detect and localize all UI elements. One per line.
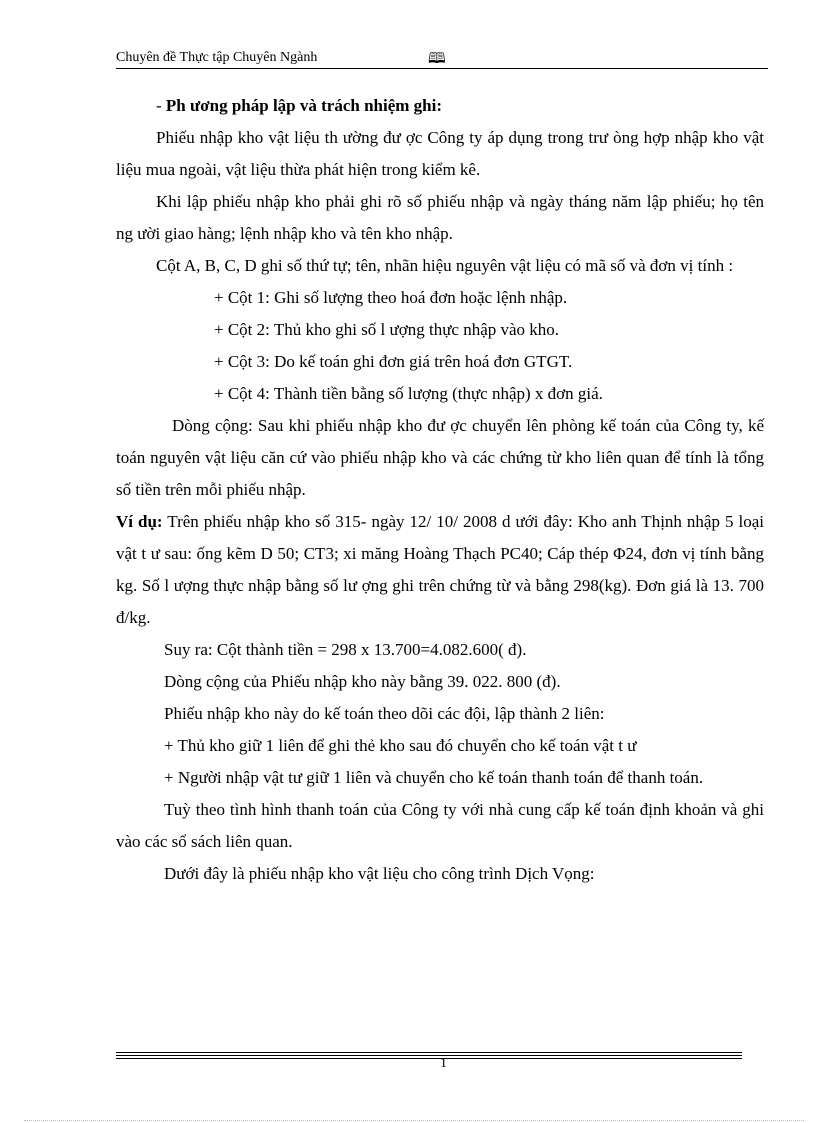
- page-number: 1: [440, 1056, 447, 1071]
- paragraph-7: Phiếu nhập kho này do kế toán theo dõi các đội, lập thành 2 liên:: [164, 704, 605, 723]
- column-1-item: + Cột 1: Ghi số lượng theo hoá đơn hoặc lệnh nhập.: [214, 288, 568, 307]
- paragraph-5: Suy ra: Cột thành tiền = 298 x 13.700=4.082.600( đ).: [164, 640, 527, 659]
- paragraph-10: Tuỳ theo tình hình thanh toán của Công ty với nhà cung cấp kế toán định khoản và ghi vào các sổ sách liên quan.: [116, 800, 764, 851]
- paragraph-2: Khi lập phiếu nhập kho phải ghi rõ số phiếu nhập và ngày tháng năm lập phiếu; họ tên ng ười giao hàng; lệnh nhập kho và tên kho nhập.: [116, 192, 764, 243]
- open-book-icon: 🕮: [428, 51, 446, 67]
- heading-prefix: -: [156, 96, 166, 115]
- paragraph-4: Dòng cộng: Sau khi phiếu nhập kho đư ợc chuyển lên phòng kế toán của Công ty, kế toán nguyên vật liệu căn cứ vào phiếu nhập kho và các chứng từ kho liên quan để tính là tổng số tiền trên mỗi phiếu nhập.: [116, 416, 764, 499]
- header-title: Chuyên đề Thực tập Chuyên Ngành: [116, 50, 318, 65]
- example-paragraph: [116, 506, 764, 634]
- paragraph-11: Dưới đây là phiếu nhập kho vật liệu cho công trình Dịch Vọng:: [164, 864, 595, 883]
- paragraph-9: + Người nhập vật tư giữ 1 liên và chuyển cho kế toán thanh toán để thanh toán.: [164, 768, 704, 787]
- section-heading: [116, 90, 764, 122]
- paragraph-6: Dòng cộng của Phiếu nhập kho này bằng 39. 022. 800 (đ).: [164, 672, 561, 691]
- document-body: [116, 90, 764, 890]
- column-4-item: + Cột 4: Thành tiền bằng số lượng (thực nhập) x đơn giá.: [214, 384, 603, 403]
- column-2-item: + Cột 2: Thủ kho ghi số l ượng thực nhập vào kho.: [214, 320, 560, 339]
- footer-divider: [116, 1052, 742, 1059]
- page-bottom-border: [24, 1120, 804, 1121]
- heading-text: Ph ương pháp lập và trách nhiệm ghi:: [165, 96, 443, 115]
- header-divider: [116, 68, 768, 69]
- column-3-item: + Cột 3: Do kế toán ghi đơn giá trên hoá đơn GTGT.: [214, 352, 573, 371]
- page-header: [116, 50, 768, 70]
- example-text: Trên phiếu nhập kho số 315- ngày 12/ 10/ 2008 d ưới đây: Kho anh Thịnh nhập 5 loại vật t ư sau: ống kẽm D 50; CT3; xi măng Hoàng Thạch PC40; Cáp thép Φ24, đơn vị tính bằng kg. Số l ượng thực nhập bằng số lư ợng ghi trên chứng từ và bằng 298(kg). Đơn giá là 13. 700 đ/kg.: [116, 512, 764, 627]
- paragraph-8: + Thủ kho giữ 1 liên để ghi thẻ kho sau đó chuyển cho kế toán vật t ư: [164, 736, 637, 755]
- paragraph-3: Cột A, B, C, D ghi số thứ tự; tên, nhãn hiệu nguyên vật liệu có mã số và đơn vị tính :: [156, 256, 734, 275]
- paragraph-1: Phiếu nhập kho vật liệu th ường đư ợc Công ty áp dụng trong trư òng hợp nhập kho vật liệu mua ngoài, vật liệu thừa phát hiện trong kiểm kê.: [116, 128, 764, 179]
- example-label: Ví dụ:: [116, 512, 163, 531]
